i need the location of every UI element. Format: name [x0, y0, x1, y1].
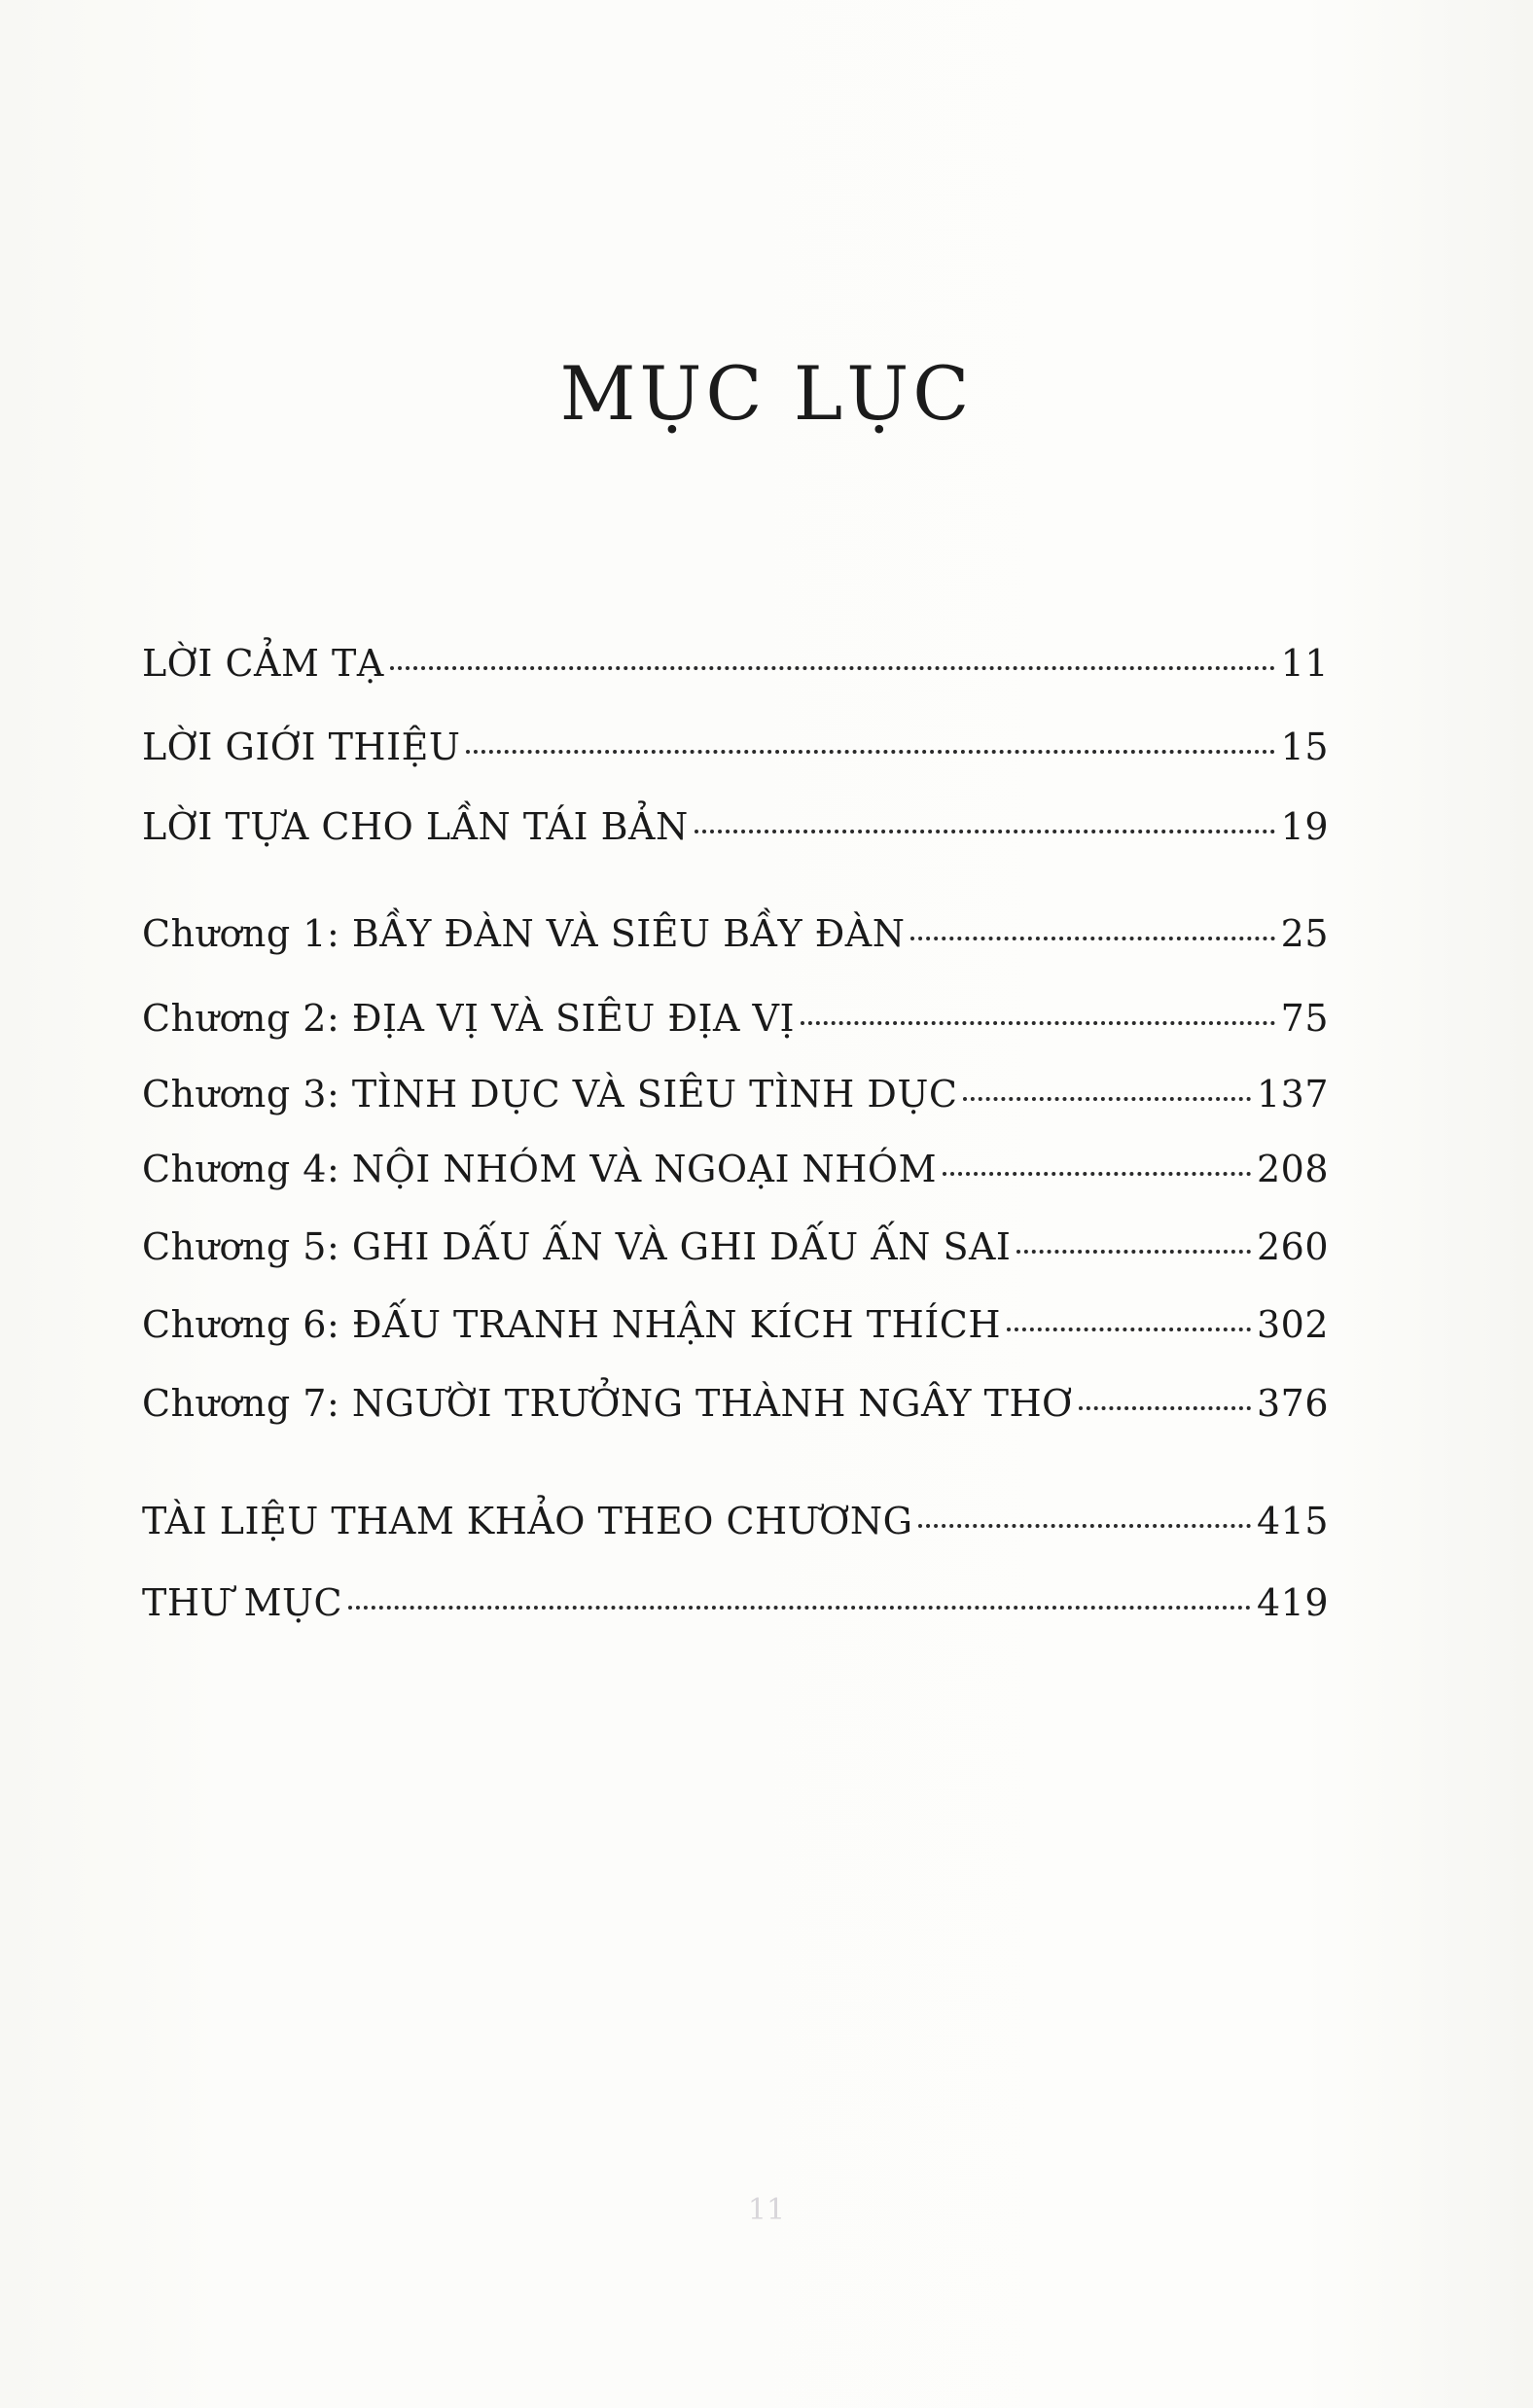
- toc-entry: [142, 797, 1329, 856]
- toc-dot-leader: [390, 666, 1275, 670]
- toc-entry: [142, 1295, 1329, 1354]
- toc-entry-label: Chương 1: BẦY ĐÀN VÀ SIÊU BẦY ĐÀN: [142, 912, 906, 955]
- toc-entry: [142, 1065, 1329, 1123]
- toc-entry: [142, 634, 1329, 692]
- toc-entry-page: 75: [1280, 997, 1329, 1040]
- toc-entry: [142, 1492, 1329, 1550]
- toc-dot-leader: [348, 1606, 1251, 1610]
- toc-entry: [142, 1218, 1329, 1276]
- toc-entry-label: Chương 3: TÌNH DỤC VÀ SIÊU TÌNH DỤC: [142, 1073, 958, 1115]
- page-number: 11: [747, 2193, 786, 2227]
- toc-entry-page: 376: [1256, 1382, 1329, 1425]
- toc-entry-page: 415: [1256, 1500, 1329, 1542]
- toc-dot-leader: [1079, 1406, 1251, 1410]
- toc-dot-leader: [943, 1172, 1251, 1176]
- page-title: MỤC LỤC: [559, 350, 974, 437]
- toc-entry-page: 208: [1256, 1148, 1329, 1190]
- toc-entry: [142, 1374, 1329, 1433]
- toc-entry-label: Chương 4: NỘI NHÓM VÀ NGOẠI NHÓM: [142, 1148, 937, 1190]
- toc-dot-leader: [1016, 1250, 1251, 1254]
- toc-entry: [142, 989, 1329, 1047]
- toc-dot-leader: [910, 937, 1274, 940]
- toc-entry-page: 19: [1280, 805, 1329, 848]
- toc-entry-label: TÀI LIỆU THAM KHẢO THEO CHƯƠNG: [142, 1500, 913, 1542]
- toc-dot-leader: [963, 1097, 1250, 1101]
- toc-entry-page: 11: [1280, 642, 1329, 685]
- toc-entry-label: THƯ MỤC: [142, 1581, 343, 1624]
- toc-entry-label: LỜI GIỚI THIỆU: [142, 726, 461, 768]
- toc-dot-leader: [1007, 1328, 1251, 1331]
- toc-dot-leader: [695, 830, 1275, 833]
- toc-entry-label: Chương 6: ĐẤU TRANH NHẬN KÍCH THÍCH: [142, 1303, 1001, 1346]
- toc-entry-page: 302: [1256, 1303, 1329, 1346]
- toc-entry-label: Chương 2: ĐỊA VỊ VÀ SIÊU ĐỊA VỊ: [142, 997, 795, 1040]
- toc-entry-page: 15: [1280, 726, 1329, 768]
- toc-entry-label: Chương 5: GHI DẤU ẤN VÀ GHI DẤU ẤN SAI: [142, 1225, 1012, 1268]
- toc-entry: [142, 718, 1329, 776]
- toc-entry-page: 25: [1280, 912, 1329, 955]
- toc-entry-page: 260: [1256, 1225, 1329, 1268]
- toc-entry-label: LỜI CẢM TẠ: [142, 642, 384, 685]
- toc-entry: [142, 1140, 1329, 1198]
- toc-dot-leader: [466, 750, 1274, 754]
- toc-entry-page: 419: [1256, 1581, 1329, 1624]
- toc-entry: [142, 1574, 1329, 1632]
- toc-dot-leader: [801, 1021, 1275, 1025]
- toc-dot-leader: [918, 1524, 1251, 1528]
- toc-entry: [142, 904, 1329, 963]
- toc-entry-label: Chương 7: NGƯỜI TRƯỞNG THÀNH NGÂY THƠ: [142, 1382, 1073, 1425]
- toc-entry-page: 137: [1256, 1073, 1329, 1115]
- toc-entry-label: LỜI TỰA CHO LẦN TÁI BẢN: [142, 805, 689, 848]
